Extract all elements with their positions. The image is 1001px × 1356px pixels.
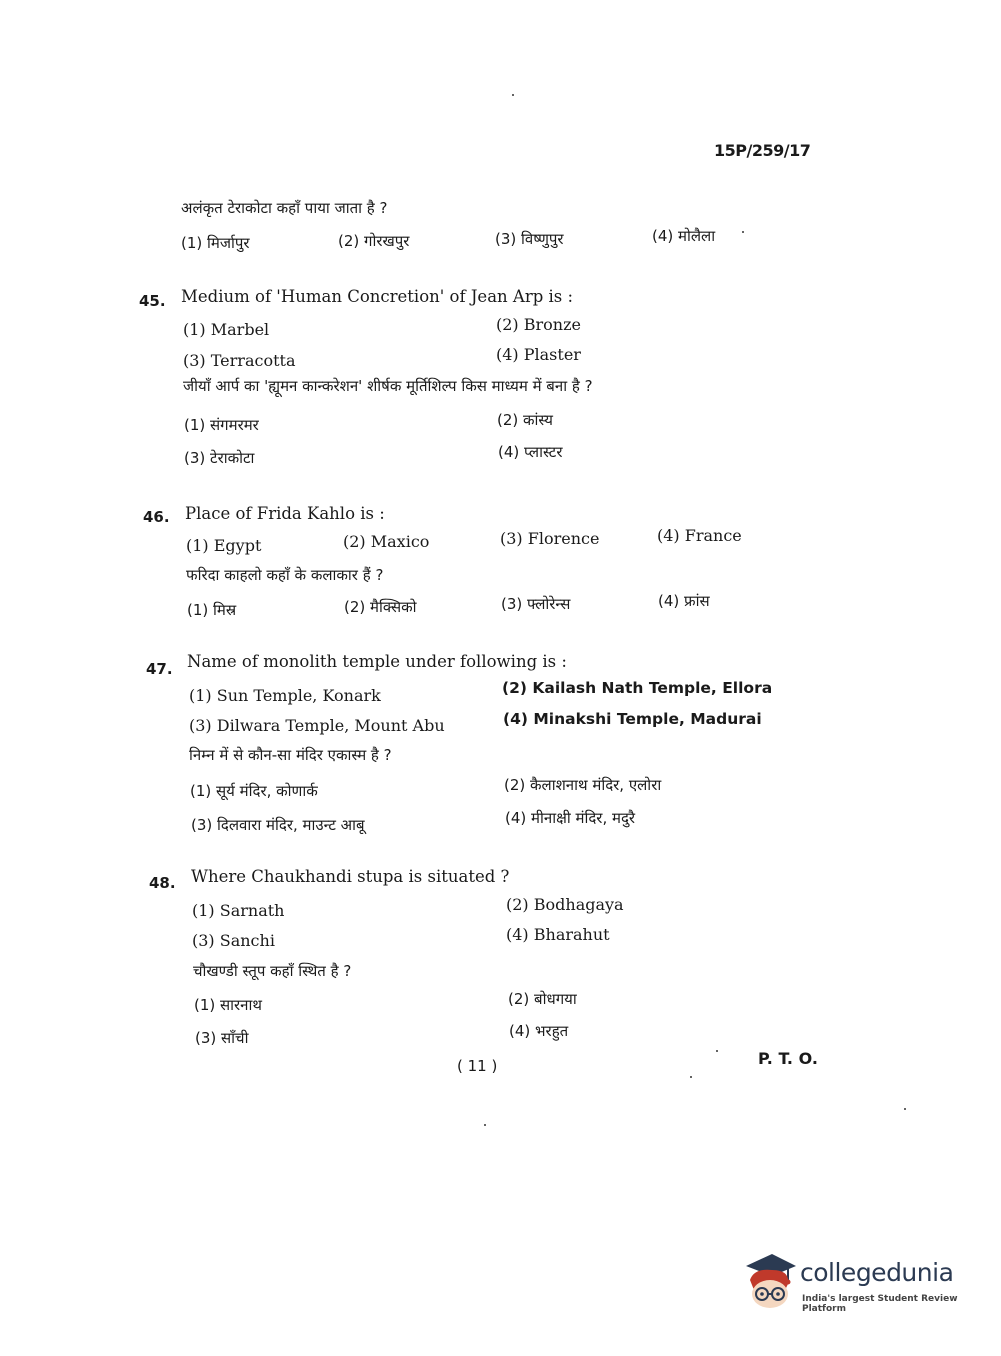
- q48-option-4-en: (4) Bharahut: [506, 925, 610, 944]
- q46-question-hi: फरिदा काहलो कहाँ के कलाकार हैं ?: [186, 566, 384, 584]
- scan-speck: [742, 231, 744, 233]
- q44-question-hi: अलंकृत टेराकोटा कहाँ पाया जाता है ?: [181, 199, 388, 217]
- scan-speck: [512, 94, 514, 96]
- page-number: ( 11 ): [457, 1057, 498, 1075]
- q45-option-2-en: (2) Bronze: [496, 315, 581, 334]
- q48-option-1-hi: (1) सारनाथ: [194, 996, 262, 1014]
- q48-question-en: Where Chaukhandi stupa is situated ?: [191, 867, 510, 886]
- q48-option-2-en: (2) Bodhagaya: [506, 895, 624, 914]
- q48-option-2-hi: (2) बोधगया: [508, 990, 577, 1008]
- q45-option-2-hi: (2) कांस्य: [497, 411, 553, 429]
- q46-option-3-en: (3) Florence: [500, 529, 600, 548]
- q46-option-4-en: (4) France: [657, 526, 742, 545]
- q44-option-2-hi: (2) गोरखपुर: [338, 232, 410, 250]
- q45-question-hi: जीयाँ आर्प का 'ह्यूमन कान्करेशन' शीर्षक मूर्तिशिल्प किस माध्यम में बना है ?: [183, 377, 593, 395]
- q46-question-en: Place of Frida Kahlo is :: [185, 504, 385, 523]
- q45-option-3-en: (3) Terracotta: [183, 351, 296, 370]
- q47-option-3-hi: (3) दिलवारा मंदिर, माउन्ट आबू: [191, 816, 365, 834]
- q45-option-4-en: (4) Plaster: [496, 345, 581, 364]
- scan-speck: [904, 1108, 906, 1110]
- logo-tagline: India's largest Student Review Platform: [802, 1294, 958, 1314]
- scan-speck: [484, 1124, 486, 1126]
- scan-speck: [716, 1050, 718, 1052]
- q45-option-1-hi: (1) संगमरमर: [184, 416, 259, 434]
- logo-wordmark: collegedunia: [800, 1258, 954, 1287]
- q46-number: 46.: [143, 508, 170, 526]
- q47-option-3-en: (3) Dilwara Temple, Mount Abu: [189, 716, 445, 735]
- q46-option-2-en: (2) Maxico: [343, 532, 430, 551]
- q47-number: 47.: [146, 660, 173, 678]
- q45-option-4-hi: (4) प्लास्टर: [498, 443, 563, 461]
- q48-option-3-hi: (3) साँची: [195, 1029, 249, 1047]
- q47-question-hi: निम्न में से कौन-सा मंदिर एकास्म है ?: [189, 746, 392, 764]
- q47-option-4-hi: (4) मीनाक्षी मंदिर, मदुरै: [505, 809, 636, 827]
- q45-option-3-hi: (3) टेराकोटा: [184, 449, 255, 467]
- q47-option-1-hi: (1) सूर्य मंदिर, कोणार्क: [190, 782, 318, 800]
- q48-option-1-en: (1) Sarnath: [192, 901, 285, 920]
- q48-number: 48.: [149, 874, 176, 892]
- q45-option-1-en: (1) Marbel: [183, 320, 270, 339]
- q44-option-1-hi: (1) मिर्जापुर: [181, 234, 250, 252]
- q48-question-hi: चौखण्डी स्तूप कहाँ स्थित है ?: [193, 962, 352, 980]
- collegedunia-logo: [742, 1252, 972, 1312]
- q47-option-1-en: (1) Sun Temple, Konark: [189, 686, 381, 705]
- q45-number: 45.: [139, 292, 166, 310]
- student-mascot-icon: [742, 1252, 798, 1310]
- q44-option-4-hi: (4) मोलैला: [652, 227, 716, 245]
- q48-option-4-hi: (4) भरहुत: [509, 1022, 569, 1040]
- scan-speck: [690, 1076, 692, 1078]
- q47-option-2-hi: (2) कैलाशनाथ मंदिर, एलोरा: [504, 776, 662, 794]
- q47-option-2-en: (2) Kailash Nath Temple, Ellora: [502, 679, 773, 697]
- q46-option-4-hi: (4) फ्रांस: [658, 592, 710, 610]
- q47-question-en: Name of monolith temple under following is :: [187, 652, 567, 671]
- pto-label: P. T. O.: [758, 1049, 818, 1068]
- q45-question-en: Medium of 'Human Concretion' of Jean Arp is :: [181, 287, 574, 306]
- q46-option-3-hi: (3) फ्लोरेन्स: [501, 595, 571, 613]
- paper-code: 15P/259/17: [714, 141, 811, 160]
- q47-option-4-en: (4) Minakshi Temple, Madurai: [503, 710, 762, 728]
- q46-option-1-en: (1) Egypt: [186, 536, 262, 555]
- q44-option-3-hi: (3) विष्णुपुर: [495, 230, 564, 248]
- q48-option-3-en: (3) Sanchi: [192, 931, 275, 950]
- q46-option-2-hi: (2) मैक्सिको: [344, 598, 417, 616]
- q46-option-1-hi: (1) मिस्र: [187, 601, 237, 619]
